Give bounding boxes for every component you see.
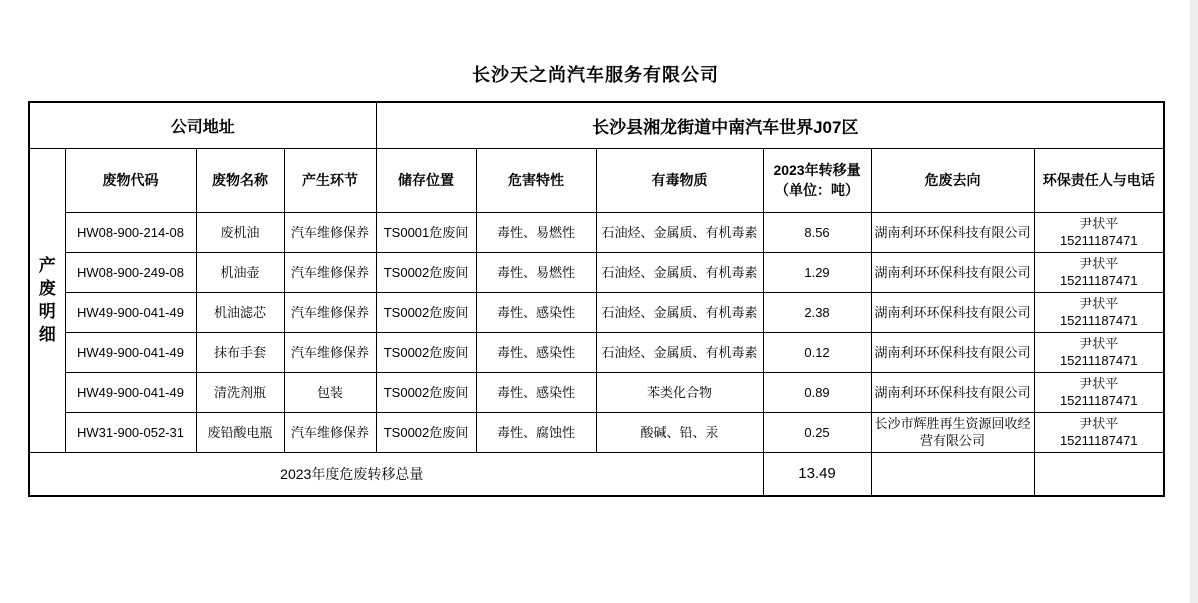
cell-stage: 汽车维修保养 [284, 252, 376, 292]
col-header-destination: 危废去向 [871, 148, 1034, 212]
side-label-cell [29, 148, 65, 452]
cell-contact [1034, 252, 1164, 292]
contact-person: 尹状平 [1079, 416, 1119, 431]
cell-waste-name: 抹布手套 [196, 332, 284, 372]
cell-amount: 0.89 [763, 372, 871, 412]
cell-contact [1034, 292, 1164, 332]
col-header-amount-line1: 2023年转移量 [773, 162, 861, 178]
total-destination-empty [871, 452, 1034, 496]
contact-person: 尹状平 [1079, 376, 1119, 391]
table-row [29, 372, 1164, 412]
cell-toxic: 苯类化合物 [596, 372, 763, 412]
cell-waste-name: 机油滤芯 [196, 292, 284, 332]
cell-destination: 长沙市辉胜再生资源回收经营有限公司 [871, 412, 1034, 452]
cell-waste-name: 机油壶 [196, 252, 284, 292]
cell-stage: 包装 [284, 372, 376, 412]
side-label: 产废明细 [38, 256, 56, 344]
cell-stage: 汽车维修保养 [284, 212, 376, 252]
cell-amount: 0.12 [763, 332, 871, 372]
company-address-row [29, 102, 1164, 148]
cell-storage: TS0002危废间 [376, 252, 476, 292]
cell-storage: TS0002危废间 [376, 292, 476, 332]
cell-amount: 8.56 [763, 212, 871, 252]
cell-hazard: 毒性、腐蚀性 [476, 412, 596, 452]
cell-stage: 汽车维修保养 [284, 412, 376, 452]
cell-waste-code: HW08-900-214-08 [65, 212, 196, 252]
cell-waste-name: 清洗剂瓶 [196, 372, 284, 412]
contact-person: 尹状平 [1079, 216, 1119, 231]
total-contact-empty [1034, 452, 1164, 496]
table-row [29, 332, 1164, 372]
cell-contact [1034, 412, 1164, 452]
cell-destination: 湖南利环环保科技有限公司 [871, 332, 1034, 372]
contact-phone: 15211187471 [1059, 313, 1138, 328]
company-address-label: 公司地址 [29, 102, 376, 148]
cell-amount: 2.38 [763, 292, 871, 332]
cell-waste-name: 废铅酸电瓶 [196, 412, 284, 452]
contact-phone: 15211187471 [1059, 233, 1138, 248]
cell-waste-name: 废机油 [196, 212, 284, 252]
col-header-waste-name: 废物名称 [196, 148, 284, 212]
table-row [29, 412, 1164, 452]
cell-amount: 0.25 [763, 412, 871, 452]
cell-toxic: 石油烃、金属质、有机毒素 [596, 252, 763, 292]
cell-destination: 湖南利环环保科技有限公司 [871, 252, 1034, 292]
cell-waste-code: HW49-900-041-49 [65, 292, 196, 332]
col-header-stage: 产生环节 [284, 148, 376, 212]
contact-phone: 15211187471 [1059, 273, 1138, 288]
cell-destination: 湖南利环环保科技有限公司 [871, 292, 1034, 332]
cell-stage: 汽车维修保养 [284, 292, 376, 332]
col-header-storage: 储存位置 [376, 148, 476, 212]
contact-person: 尹状平 [1079, 256, 1119, 271]
cell-storage: TS0002危废间 [376, 412, 476, 452]
contact-phone: 15211187471 [1059, 433, 1138, 448]
contact-phone: 15211187471 [1059, 353, 1138, 368]
cell-contact [1034, 372, 1164, 412]
cell-amount: 1.29 [763, 252, 871, 292]
cell-waste-code: HW49-900-041-49 [65, 372, 196, 412]
cell-toxic: 石油烃、金属质、有机毒素 [596, 212, 763, 252]
cell-hazard: 毒性、易燃性 [476, 252, 596, 292]
table-header-row [29, 148, 1164, 212]
hazardous-waste-table [28, 101, 1165, 497]
cell-waste-code: HW49-900-041-49 [65, 332, 196, 372]
cell-destination: 湖南利环环保科技有限公司 [871, 212, 1034, 252]
total-label: 2023年度危废转移总量 [29, 452, 763, 496]
cell-waste-code: HW31-900-052-31 [65, 412, 196, 452]
cell-toxic: 石油烃、金属质、有机毒素 [596, 332, 763, 372]
total-row [29, 452, 1164, 496]
cell-stage: 汽车维修保养 [284, 332, 376, 372]
table-row [29, 292, 1164, 332]
cell-hazard: 毒性、易燃性 [476, 212, 596, 252]
table-row [29, 252, 1164, 292]
cell-contact [1034, 212, 1164, 252]
col-header-hazard: 危害特性 [476, 148, 596, 212]
cell-storage: TS0002危废间 [376, 332, 476, 372]
col-header-contact: 环保责任人与电话 [1034, 148, 1164, 212]
cell-hazard: 毒性、感染性 [476, 332, 596, 372]
cell-hazard: 毒性、感染性 [476, 372, 596, 412]
col-header-amount-line2: （单位：吨） [775, 182, 860, 198]
contact-person: 尹状平 [1079, 296, 1119, 311]
total-amount: 13.49 [763, 452, 871, 496]
page-title: 长沙天之尚汽车服务有限公司 [472, 65, 719, 85]
cell-hazard: 毒性、感染性 [476, 292, 596, 332]
cell-contact [1034, 332, 1164, 372]
table-row [29, 212, 1164, 252]
page-edge-strip [1190, 0, 1198, 603]
cell-storage: TS0002危废间 [376, 372, 476, 412]
col-header-waste-code: 废物代码 [65, 148, 196, 212]
cell-storage: TS0001危废间 [376, 212, 476, 252]
contact-phone: 15211187471 [1059, 393, 1138, 408]
cell-waste-code: HW08-900-249-08 [65, 252, 196, 292]
company-address-value: 长沙县湘龙街道中南汽车世界J07区 [376, 102, 1164, 148]
contact-person: 尹状平 [1079, 336, 1119, 351]
cell-toxic: 石油烃、金属质、有机毒素 [596, 292, 763, 332]
cell-destination: 湖南利环环保科技有限公司 [871, 372, 1034, 412]
col-header-amount [763, 148, 871, 212]
col-header-toxic: 有毒物质 [596, 148, 763, 212]
cell-toxic: 酸碱、铅、汞 [596, 412, 763, 452]
